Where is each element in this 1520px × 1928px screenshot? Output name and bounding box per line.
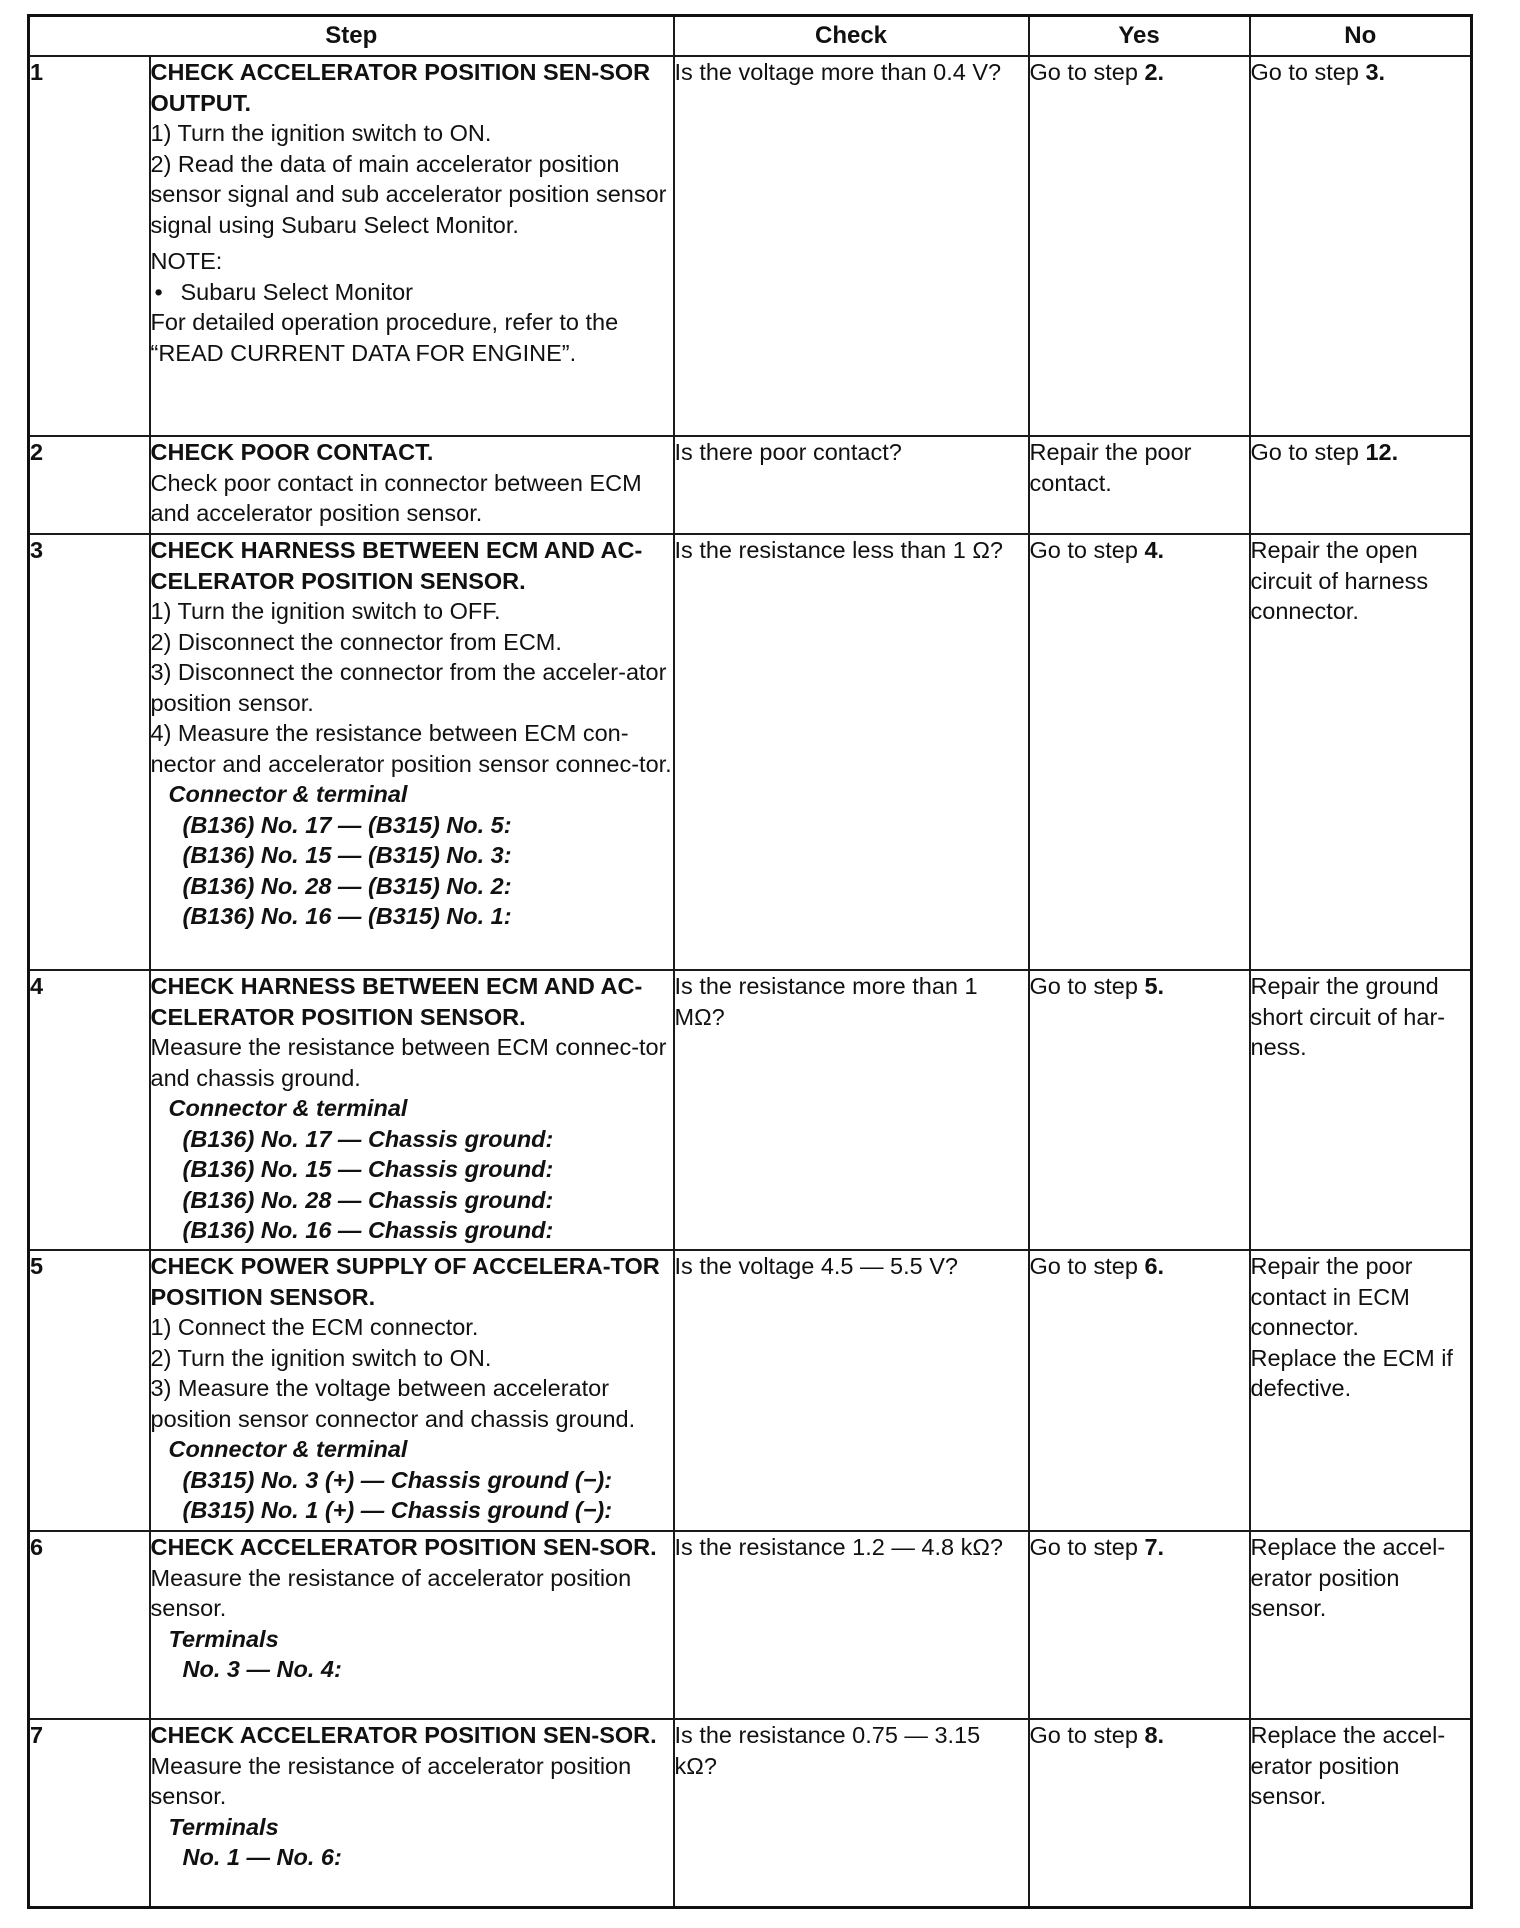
no-cell: Replace the accel-erator position sensor. — [1250, 1719, 1472, 1907]
connector-terminal-line: (B136) No. 15 — Chassis ground: — [182, 1156, 554, 1182]
yes-cell — [1029, 534, 1250, 970]
yes-cell — [1029, 970, 1250, 1250]
step-number: 6 — [29, 1531, 150, 1719]
yes-text: Go to step — [1029, 537, 1145, 563]
yes-text: Go to step — [1029, 973, 1145, 999]
step-body — [150, 56, 674, 436]
step-number: 1 — [29, 56, 150, 436]
step-heading: CHECK HARNESS BETWEEN ECM AND AC-CELERATOR POSITION SENSOR. — [150, 973, 643, 1030]
step-number: 7 — [29, 1719, 150, 1907]
step-heading: CHECK ACCELERATOR POSITION SEN-SOR OUTPUT. — [150, 59, 651, 116]
step-line: Check poor contact in connector between ECM and accelerator position sensor. — [150, 469, 642, 526]
terminals-line: No. 1 — No. 6: — [182, 1844, 342, 1870]
note-label: NOTE: — [150, 248, 223, 274]
terminals-line: No. 3 — No. 4: — [182, 1656, 342, 1682]
table-header-row — [29, 16, 1472, 57]
step-line: 3) Measure the voltage between accelerator position sensor connector and chassis ground. — [150, 1375, 636, 1432]
yes-step-ref: 4. — [1144, 537, 1165, 563]
step-body — [150, 436, 674, 534]
yes-step-ref: 5. — [1144, 973, 1165, 999]
header-no: No — [1250, 16, 1472, 57]
table-row — [29, 534, 1472, 970]
step-heading: CHECK POWER SUPPLY OF ACCELERA-TOR POSITION SENSOR. — [150, 1253, 660, 1310]
connector-terminal-line: (B315) No. 3 (+) — Chassis ground (−): — [182, 1466, 613, 1493]
check-cell: Is the resistance less than 1 Ω? — [674, 534, 1029, 970]
no-text: Go to step — [1250, 59, 1366, 85]
step-line: 2) Disconnect the connector from ECM. — [150, 628, 562, 655]
step-body — [150, 970, 674, 1250]
step-line: Measure the resistance of accelerator position sensor. — [150, 1752, 632, 1809]
yes-text: Go to step — [1029, 59, 1145, 85]
step-line: Measure the resistance between ECM connec-tor and chassis ground. — [150, 1034, 667, 1091]
step-line: 3) Disconnect the connector from the acceler-ator position sensor. — [150, 659, 667, 716]
no-cell: Repair the ground short circuit of har-ness. — [1250, 970, 1472, 1250]
connector-terminal-line: (B136) No. 28 — (B315) No. 2: — [182, 872, 512, 899]
check-cell: Is the resistance 0.75 — 3.15 kΩ? — [674, 1719, 1029, 1907]
no-cell — [1250, 436, 1472, 534]
yes-cell — [1029, 56, 1250, 436]
step-line: 1) Turn the ignition switch to OFF. — [150, 598, 501, 624]
connector-terminal-title: Connector & terminal — [168, 1436, 408, 1462]
yes-cell — [1029, 1250, 1250, 1531]
no-step-ref: 3. — [1365, 59, 1386, 85]
step-number: 2 — [29, 436, 150, 534]
no-text-2: Replace the ECM if defective. — [1250, 1344, 1453, 1401]
terminals-title: Terminals — [168, 1813, 279, 1840]
step-line: 1) Connect the ECM connector. — [150, 1314, 479, 1340]
yes-text: Go to step — [1029, 1722, 1145, 1748]
yes-text: Go to step — [1029, 1253, 1145, 1279]
check-cell: Is the resistance 1.2 — 4.8 kΩ? — [674, 1531, 1029, 1719]
yes-cell — [1029, 1719, 1250, 1907]
no-cell: Repair the open circuit of harness connector. — [1250, 534, 1472, 970]
header-check: Check — [674, 16, 1029, 57]
no-cell — [1250, 56, 1472, 436]
terminals-title: Terminals — [168, 1625, 279, 1652]
table-row — [29, 970, 1472, 1250]
step-line: 2) Turn the ignition switch to ON. — [150, 1344, 492, 1371]
step-body — [150, 1719, 674, 1907]
step-heading: CHECK ACCELERATOR POSITION SEN-SOR. — [150, 1534, 657, 1560]
connector-terminal-line: (B136) No. 17 — (B315) No. 5: — [182, 811, 512, 838]
table-row — [29, 1250, 1472, 1531]
connector-terminal-line: (B136) No. 17 — Chassis ground: — [182, 1125, 554, 1152]
step-line: 4) Measure the resistance between ECM con-nector and accelerator position sensor connec-tor. — [150, 720, 672, 777]
table-row — [29, 436, 1472, 534]
no-cell — [1250, 1250, 1472, 1531]
header-step: Step — [29, 16, 674, 57]
no-cell: Replace the accel-erator position sensor. — [1250, 1531, 1472, 1719]
no-text: Go to step — [1250, 439, 1366, 465]
check-cell: Is the resistance more than 1 MΩ? — [674, 970, 1029, 1250]
check-cell: Is the voltage 4.5 — 5.5 V? — [674, 1250, 1029, 1531]
diagnostic-procedure-table — [27, 14, 1473, 1909]
table-row — [29, 1719, 1472, 1907]
yes-step-ref: 8. — [1144, 1722, 1165, 1748]
connector-terminal-line: (B136) No. 16 — (B315) No. 1: — [182, 903, 512, 929]
step-number: 3 — [29, 534, 150, 970]
step-body — [150, 1250, 674, 1531]
step-body — [150, 1531, 674, 1719]
step-heading: CHECK ACCELERATOR POSITION SEN-SOR. — [150, 1722, 657, 1748]
connector-terminal-line: (B315) No. 1 (+) — Chassis ground (−): — [182, 1497, 613, 1523]
no-text: Repair the poor contact in ECM connector. — [1250, 1253, 1413, 1340]
table-row — [29, 1531, 1472, 1719]
step-line: 2) Read the data of main accelerator position sensor signal and sub accelerator position sensor signal using Subaru Select Monitor. — [150, 150, 667, 238]
yes-step-ref: 7. — [1144, 1534, 1165, 1560]
note-text: For detailed operation procedure, refer to the “READ CURRENT DATA FOR ENGINE”. — [150, 309, 619, 366]
step-body — [150, 534, 674, 970]
connector-terminal-title: Connector & terminal — [168, 1095, 408, 1121]
connector-terminal-line: (B136) No. 28 — Chassis ground: — [182, 1186, 554, 1213]
table-row — [29, 56, 1472, 436]
note-bullet: • Subaru Select Monitor — [151, 277, 673, 308]
step-line: Measure the resistance of accelerator position sensor. — [150, 1564, 632, 1621]
no-step-ref: 12. — [1365, 439, 1399, 465]
step-heading: CHECK HARNESS BETWEEN ECM AND AC-CELERATOR POSITION SENSOR. — [150, 537, 643, 594]
yes-cell: Repair the poor contact. — [1029, 436, 1250, 534]
yes-text: Go to step — [1029, 1534, 1145, 1560]
step-number: 5 — [29, 1250, 150, 1531]
step-heading: CHECK POOR CONTACT. — [150, 439, 434, 465]
connector-terminal-line: (B136) No. 16 — Chassis ground: — [182, 1217, 554, 1243]
yes-cell — [1029, 1531, 1250, 1719]
step-line: 1) Turn the ignition switch to ON. — [150, 120, 492, 146]
yes-step-ref: 2. — [1144, 59, 1165, 85]
connector-terminal-title: Connector & terminal — [168, 781, 408, 807]
check-cell: Is the voltage more than 0.4 V? — [674, 56, 1029, 436]
check-cell: Is there poor contact? — [674, 436, 1029, 534]
header-yes: Yes — [1029, 16, 1250, 57]
yes-step-ref: 6. — [1144, 1253, 1165, 1279]
connector-terminal-line: (B136) No. 15 — (B315) No. 3: — [182, 842, 512, 868]
step-number: 4 — [29, 970, 150, 1250]
